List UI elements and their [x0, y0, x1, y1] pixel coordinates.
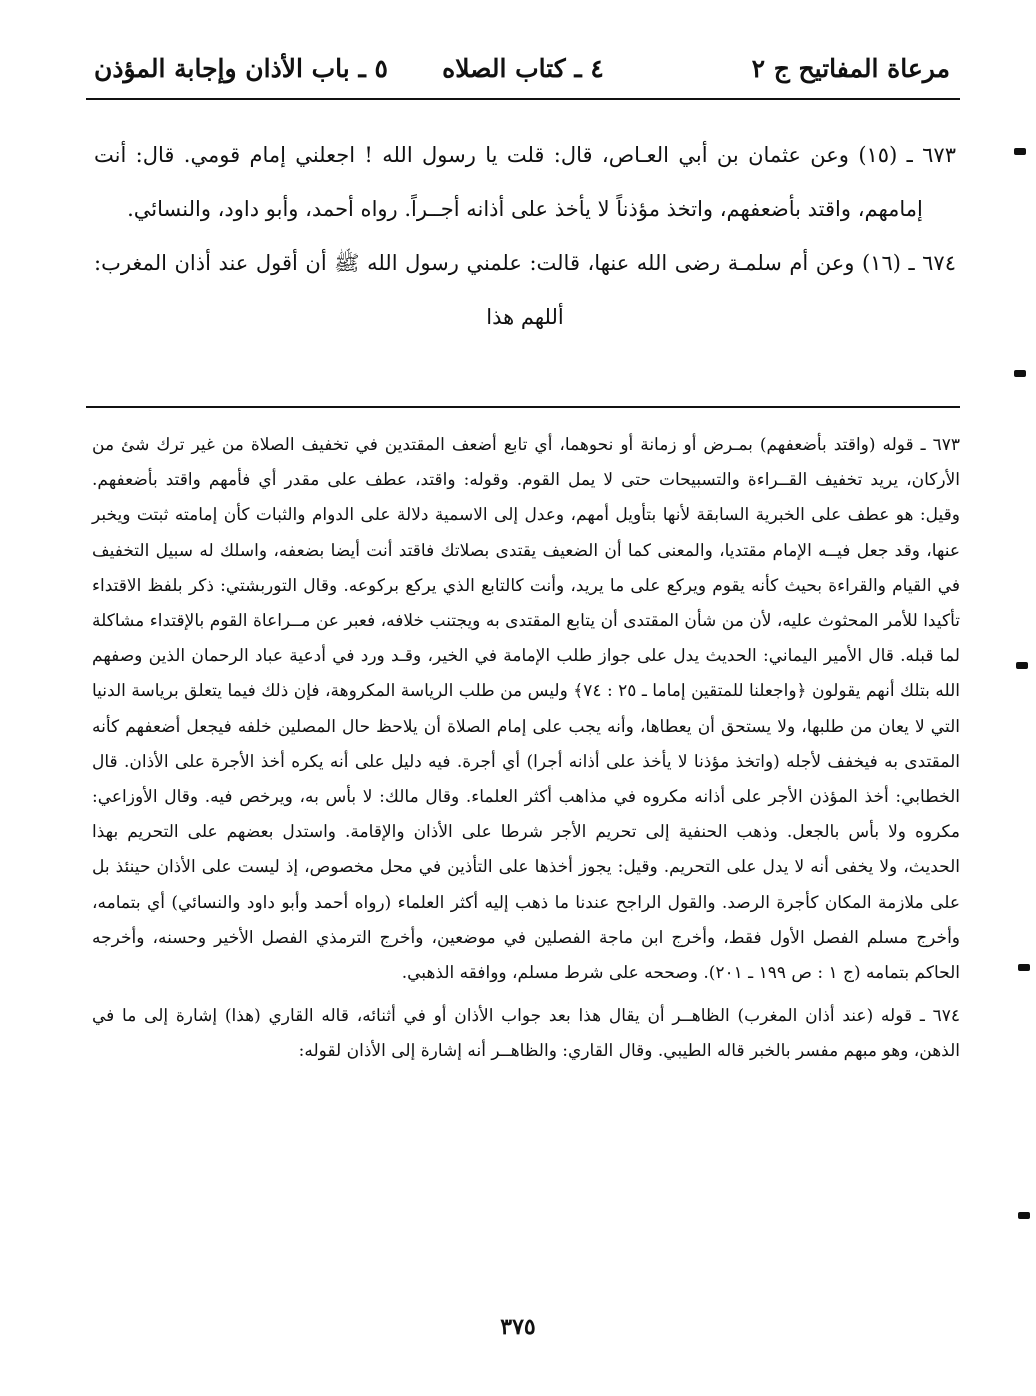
hadith-commentary-divider — [86, 406, 960, 408]
running-header — [88, 48, 958, 94]
margin-mark — [1018, 1212, 1030, 1219]
commentary-673: ٦٧٣ ـ قوله (واقتد بأضعفهم) بمـرض أو زمانة أو نحوهما، أي تابع أضعف المقتدين في تخفيف الصلاة من غير ترك شئ من الأركان، يريد تخفيف القــراءة والتسبيحات حتى لا يمل القوم. وقوله: واقتد، عطف على مقدر أي فأمهم واقتد بأضعفهم. وقيل: هو عطف على الخبرية السابقة لأنها بتأويل أمهم، وعدل إلى الاسمية دلالة على الدوام والثبات كأن إمامته ثبتت ويخبر عنها، وقد جعل فيــه الإمام مقتديا، والمعنى كما أن الضعيف يقتدى بصلاتك فاقتد أنت أيضا بضعفه، واسلك له سبيل التخفيف في القيام والقراءة بحيث كأنه يقوم ويركع على ما يريد، وأنت كالتابع الذي يركع بركوعه. وقال التوربشتي: ذكر بلفظ الاقتداء تأكيدا للأمر المحثوث عليه، لأن من شأن المقتدى أن يتابع المقتدى به ويجتنب خلافه، فعبر عن مــراعاة القوم بالإقتداء مشاكلة لما قبله. قال الأمير اليماني: الحديث يدل على جواز طلب الإمامة في الخير، وقـد ورد في أدعية عباد الرحمان الذين وصفهم الله بتلك أنهم يقولون ﴿واجعلنا للمتقين إماما ـ ٢٥ : ٧٤﴾ وليس من طلب الرياسة المكروهة، فإن ذلك فيما يتعلق برياسة الدنيا التي لا يعان من طلبها، ولا يستحق أن يعطاها، وأنه يجب على إمام الصلاة أن يلاحظ حال المصلين خلفه فيجعل أضعفهم كأنه المقتدى به فيخفف لأجله (واتخذ مؤذنا لا يأخذ على أذانه أجرا) أي أجرة. فيه دليل على أنه يكره أخذ الأجرة على الأذان. قال الخطابي: أخذ المؤذن الأجر على أذانه مكروه في مذاهب أكثر العلماء. وقال مالك: لا بأس به، ويرخص فيه. وقال الأوزاعي: مكروه ولا بأس بالجعل. وذهب الحنفية إلى تحريم الأجر شرطا على الأذان والإقامة. واستدل بعضهم على التحريم بهذا الحديث، ولا يخفى أنه لا يدل على التحريم. وقيل: يجوز أخذها على التأذين في محل مخصوص، إذ ليست على الأذان حينئذ بل على ملازمة المكان كأجرة الرصد. والقول الراجح عندنا ما ذهب إليه أكثر العلماء (رواه أحمد وأبو داود والنسائي) أي بتمامه، وأخرج مسلم الفصل الأول فقط، وأخرج ابن ماجة الفصلين في موضعين، وأخرج الترمذي الفصل الأخير وحسنه، وأخرجه الحاكم بتمامه (ج ١ : ص ١٩٩ ـ ٢٠١). وصححه على شرط مسلم، ووافقه الذهبي. — [92, 435, 960, 984]
margin-mark — [1014, 148, 1026, 155]
section-title: ٥ ـ باب الأذان وإجابة المؤذن — [94, 54, 388, 83]
hadith-text-block — [94, 128, 956, 344]
page-number: ٣٧٥ — [500, 1314, 536, 1340]
margin-mark — [1014, 370, 1026, 377]
commentary-block — [92, 428, 960, 1078]
hadith-673: ٦٧٣ ـ (١٥) وعن عثمان بن أبي العـاص، قال: قلت يا رسول الله ! اجعلني إمام قومي. قال: أنت إمامهم، واقتد بأضعفهم، واتخذ مؤذناً لا يأخذ على أذانه أجــراً. رواه أحمد، وأبو داود، والنسائي. — [94, 143, 956, 221]
hadith-674: ٦٧٤ ـ (١٦) وعن أم سلمـة رضى الله عنها، قالت: علمني رسول الله ﷺ أن أقول عند أذان المغرب: أللهم هذا — [94, 251, 956, 329]
margin-mark — [1016, 662, 1028, 669]
book-title: مرعاة المفاتيح ج ٢ — [751, 54, 950, 83]
margin-mark — [1018, 964, 1030, 971]
header-rule — [86, 98, 960, 100]
commentary-674: ٦٧٤ ـ قوله (عند أذان المغرب) الظاهــر أن يقال هذا بعد جواب الأذان أو في أثنائه، قاله القاري (هذا) إشارة إلى ما في الذهن، وهو مبهم مفسر بالخبر قاله الطيبي. وقال القاري: والظاهــر أنه إشارة إلى الأذان لقوله: — [92, 1006, 960, 1062]
chapter-title: ٤ ـ كتاب الصلاه — [442, 54, 604, 83]
